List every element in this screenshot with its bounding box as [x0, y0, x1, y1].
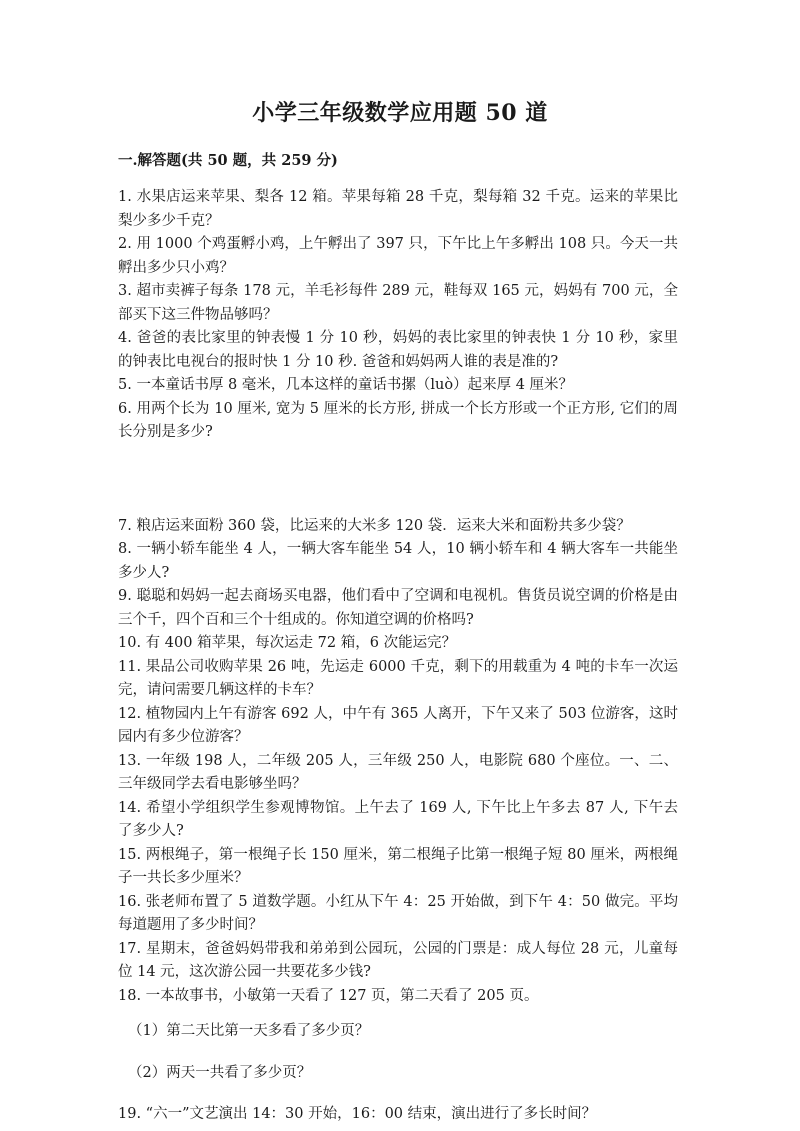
question-17: 17. 星期末，爸爸妈妈带我和弟弟到公园玩，公园的门票是：成人每位 28 元，儿童每位 14 元，这次游公园一共要花多少钱? [118, 940, 678, 980]
question-8: 8. 一辆小轿车能坐 4 人，一辆大客车能坐 54 人，10 辆小轿车和 4 辆大客车一共能坐多少人? [118, 541, 678, 581]
question-18: 18. 一本故事书，小敏第一天看了 127 页，第二天看了 205 页。 [118, 987, 539, 1004]
question-19: 19. “六一”文艺演出 14：30 开始，16：00 结束，演出进行了多长时间？ [118, 1106, 597, 1122]
question-11: 11. 果品公司收购苹果 26 吨，先运走 6000 千克，剩下的用载重为 4 吨的卡车一次运完，请问需要几辆这样的卡车？ [118, 658, 678, 698]
page-title: 小学三年级数学应用题 50 道 [252, 100, 548, 126]
question-18-part-2: （2）两天一共看了多少页？ [128, 1064, 312, 1081]
question-18-part-1: （1）第二天比第一天多看了多少页？ [128, 1023, 370, 1039]
question-5: 5. 一本童话书厚 8 毫米，几本这样的童话书摞（luò）起来厚 4 厘米？ [118, 377, 574, 393]
question-7: 7. 粮店运来面粉 360 袋，比运来的大米多 120 袋．运来大米和面粉共多少袋？ [118, 517, 631, 534]
question-14: 14. 希望小学组织学生参观博物馆。上午去了 169 人, 下午比上午多去 87 人, 下午去了多少人? [118, 799, 678, 839]
question-13: 13. 一年级 198 人，二年级 205 人，三年级 250 人，电影院 680 个座位。一、二、三年级同学去看电影够坐吗？ [118, 752, 678, 792]
question-10: 10. 有 400 箱苹果，每次运走 72 箱，6 次能运完？ [118, 635, 457, 651]
question-2: 2. 用 1000 个鸡蛋孵小鸡，上午孵出了 397 只，下午比上午多孵出 108 只。今天一共孵出多少只小鸡？ [118, 236, 678, 276]
question-1: 1. 水果店运来苹果、梨各 12 箱。苹果每箱 28 千克，梨每箱 32 千克。运来的苹果比梨少多少千克？ [118, 189, 678, 229]
question-6: 6. 用两个长为 10 厘米, 宽为 5 厘米的长方形, 拼成一个长方形或一个正方形, 它们的周长分别是多少? [118, 400, 678, 440]
question-9: 9. 聪聪和妈妈一起去商场买电器，他们看中了空调和电视机。售货员说空调的价格是由三个千，四个百和三个十组成的。你知道空调的价格吗? [118, 588, 678, 628]
question-3: 3. 超市卖裤子每条 178 元，羊毛衫每件 289 元，鞋每双 165 元，妈妈有 700 元，全部买下这三件物品够吗？ [118, 283, 678, 323]
question-list [118, 186, 678, 1127]
question-15: 15. 两根绳子，第一根绳子长 150 厘米，第二根绳子比第一根绳子短 80 厘米，两根绳子一共长多少厘米？ [118, 846, 678, 886]
question-16: 16. 张老师布置了 5 道数学题。小红从下午 4：25 开始做，到下午 4：50 做完。平均每道题用了多少时间？ [118, 893, 678, 933]
question-4: 4. 爸爸的表比家里的钟表慢 1 分 10 秒，妈妈的表比家里的钟表快 1 分 10 秒，家里的钟表比电视台的报时快 1 分 10 秒. 爸爸和妈妈两人谁的表是准的? [118, 330, 678, 370]
section-heading: 一.解答题(共 50 题，共 259 分) [118, 152, 338, 169]
question-12: 12. 植物园内上午有游客 692 人，中午有 365 人离开，下午又来了 503 位游客，这时园内有多少位游客？ [118, 705, 678, 745]
